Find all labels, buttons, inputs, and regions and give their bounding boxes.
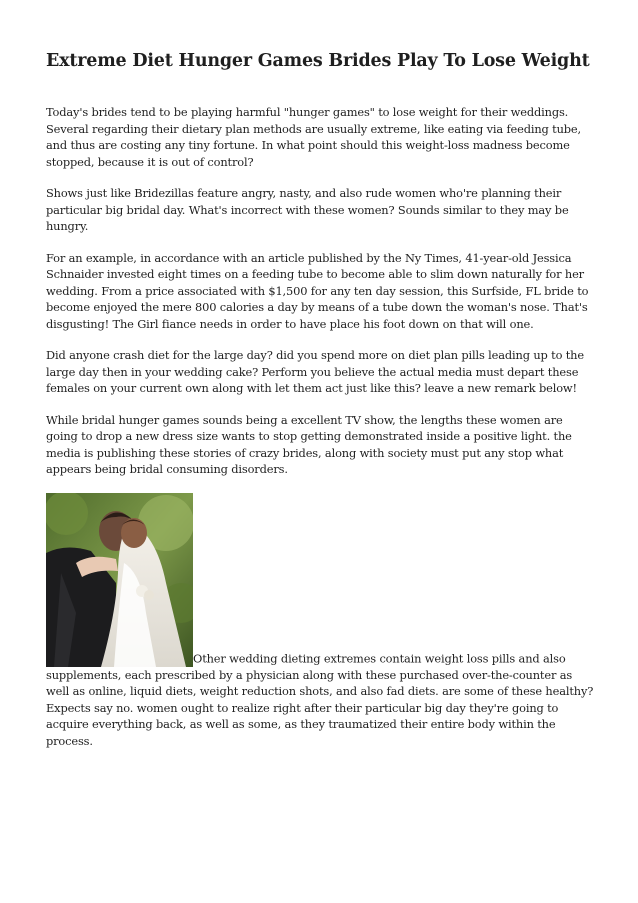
wedding-couple-photo bbox=[46, 493, 193, 667]
paragraph-5: While bridal hunger games sounds being a excellent TV show, the lengths these women are going to drop a new dress size wants to stop getting demonstrated inside a positive light. the media is publishing these stories of crazy brides, along with society must put any stop what appears being bridal consuming disorders. bbox=[46, 412, 572, 476]
photo-caption-text: Other wedding dieting extremes contain weight loss pills and also supplements, each prescribed by a physician along with these purchased over-the-counter as well as online, liquid diets, weight reduction shots, and also fad diets. are some of these healthy? Expects say no. women ought to realize right after their particular big day they're going to acquire everything back, as well as some, as they traumatized their entire body within the process. bbox=[46, 651, 594, 748]
article bbox=[46, 48, 594, 749]
paragraph-2: Shows just like Bridezillas feature angry, nasty, and also rude women who're planning their particular big bridal day. What's incorrect with these women? Sounds similar to they may be hungry. bbox=[46, 186, 569, 233]
photo-paragraph bbox=[46, 493, 594, 750]
paragraph-1: Today's brides tend to be playing harmful "hunger games" to lose weight for their weddings. Several regarding their dietary plan methods are usually extreme, like eating via feeding tube, and thus are costing any tiny fortune. In what point should this weight-loss madness become stopped, because it is out of control? bbox=[46, 105, 581, 169]
paragraph-3: For an example, in accordance with an article published by the Ny Times, 41-year-old Jessica Schnaider invested eight times on a feeding tube to become able to slim down naturally for her wedding. From a price associated with $1,500 for any ten day session, this Surfside, FL bride to become enjoyed the mere 800 calories a day by means of a tube down the woman's nose. That's disgusting! The Girl fiance needs in order to have place his foot down on that will one. bbox=[46, 250, 589, 331]
article-title: Extreme Diet Hunger Games Brides Play To Lose Weight bbox=[46, 51, 590, 71]
paragraph-4: Did anyone crash diet for the large day? did you spend more on diet plan pills leading up to the large day then in your wedding cake? Perform you believe the actual media must depart these females on your current own along with let them act just like this? leave a new remark below! bbox=[46, 348, 584, 395]
